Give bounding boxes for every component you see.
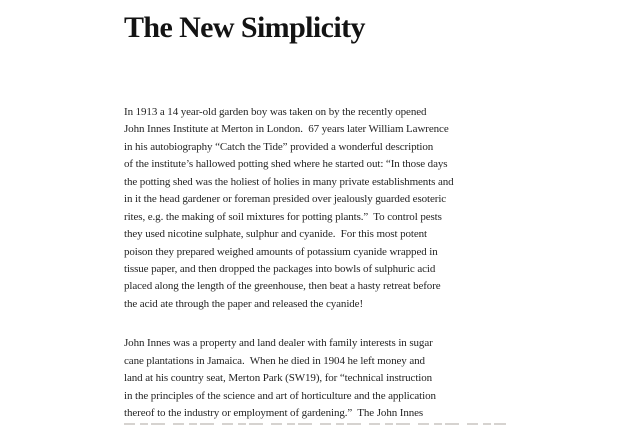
text-line: the potting shed was the holiest of holies in many private establishments and (124, 175, 454, 188)
clipped-text-remnant (124, 423, 506, 426)
text-line: in the principles of the science and art of horticulture and the application (124, 389, 436, 402)
text-line: in his autobiography “Catch the Tide” provided a wonderful description (124, 140, 434, 153)
paragraph-2 (124, 335, 518, 422)
text-line: tissue paper, and then dropped the packages into bowls of sulphuric acid (124, 262, 436, 275)
text-line: John Innes was a property and land dealer with family interests in sugar (124, 337, 433, 350)
text-line: they used nicotine sulphate, sulphur and cyanide. For this most potent (124, 228, 427, 241)
text-line: John Innes Institute at Merton in London. 67 years later William Lawrence (124, 123, 449, 136)
text-line: In 1913 a 14 year-old garden boy was taken on by the recently opened (124, 106, 427, 118)
text-line: land at his country seat, Merton Park (SW19), for “technical instruction (124, 372, 433, 385)
text-line: the acid ate through the paper and released the cyanide! (124, 297, 364, 310)
text-line: thereof to the industry or employment of gardening.” The John Innes (124, 407, 424, 419)
text-line: rites, e.g. the making of soil mixtures for potting plants.” To control pests (124, 210, 442, 223)
text-line: in it the head gardener or foreman presided over jealously guarded esoteric (124, 193, 447, 206)
text-line: placed along the length of the greenhouse, then beat a hasty retreat before (124, 280, 441, 293)
document-body (124, 104, 518, 426)
page-title: The New Simplicity (124, 11, 365, 44)
text-line: poison they prepared weighed amounts of potassium cyanide wrapped in (124, 245, 438, 258)
text-line: of the institute’s hallowed potting shed where he started out: “In those days (124, 158, 448, 171)
paragraph-1 (124, 104, 518, 313)
text-line: cane plantations in Jamaica. When he died in 1904 he left money and (124, 354, 425, 367)
